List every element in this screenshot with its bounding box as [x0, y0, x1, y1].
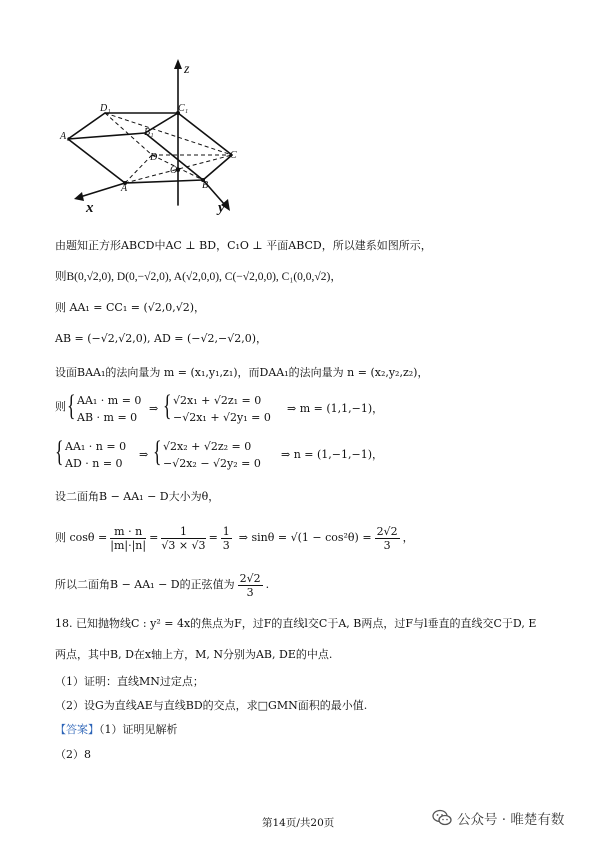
x-axis [80, 183, 128, 197]
z-arrow-icon [174, 59, 182, 69]
sys2-result: ⇒ n = (1,−1,−1)， [281, 448, 384, 461]
solution-line-5: 设面BAA₁的法向量为 m = (x₁,y₁,z₁)，而DAA₁的法向量为 n = (x₂,y₂,z₂)， [55, 366, 429, 379]
sys2-eq-c: √2x₂ + √2z₂ = 0 [163, 440, 252, 453]
watermark-text: 公众号 · 唯楚有数 [457, 812, 565, 828]
axis-label-y: y [218, 200, 225, 216]
wechat-icon [432, 809, 452, 827]
cos-equation: 则 cosθ = $\frac{m \cdot n}{|m|\cdot|n|}$ = $\frac{1}{√3 \times √3}$ = $\frac{1}{3}$ ⇒ sinθ = √(1 − cos²θ) = $\frac{2√2}{3}$ ， [55, 524, 414, 552]
vertex-label-c: C [230, 150, 237, 161]
solution-line-4: AB = (−√2,√2,0), AD = (−√2,−√2,0)， [55, 332, 268, 345]
axis-label-x: x [86, 200, 94, 216]
problem-18-line-2: 两点，其中B, D在x轴上方，M, N分别为AB, DE的中点. [55, 648, 333, 661]
answer-line-1: 【答案】（1）证明见解析 [55, 723, 178, 736]
sys1-eq-d: −√2x₁ + √2y₁ = 0 [173, 411, 271, 424]
problem-18-part-2: （2）设G为直线AE与直线BD的交点，求□GMN面积的最小值. [55, 699, 368, 712]
answer-line-2: （2）8 [55, 748, 91, 761]
solution-line-2: 则B(0,√2,0), D(0,−√2,0), A(√2,0,0), C(−√2,0,0), C₁(0,0,√2)， [55, 271, 342, 283]
answer-tag: 【答案】 [55, 723, 99, 736]
page-number: 第14页/共20页 [262, 817, 335, 829]
vertex-label-b: B [202, 180, 209, 191]
solution-line-6: 设二面角B − AA₁ − D大小为θ， [55, 490, 220, 503]
vertex-label-c1: C₁ [178, 103, 189, 114]
vertex-label-a1: A₁ [60, 131, 70, 142]
vertex-label-d: D [150, 152, 158, 163]
vertex-label-b1: B₁ [144, 127, 154, 138]
vertex-label-a: A [121, 183, 128, 194]
vertex-label-d1: D₁ [100, 103, 111, 114]
problem-18-line-1: 18. 已知抛物线C : y² = 4x的焦点为F，过F的直线l交C于A, B两点，过F与l垂直的直线交C于D, E [55, 617, 537, 630]
sys2-eq-a: AA₁ · n = 0 [65, 440, 127, 453]
solution-line-3: 则 AA₁ = CC₁ = (√2,0,√2)， [55, 301, 206, 314]
x-arrow-icon [74, 192, 84, 201]
sys1-eq-c: √2x₁ + √2z₁ = 0 [173, 394, 262, 407]
watermark [432, 808, 564, 828]
sys1-eq-a: AA₁ · m = 0 [77, 394, 142, 407]
sys2-eq-d: −√2x₂ − √2y₂ = 0 [163, 457, 261, 470]
solution-line-1: 由题知正方形ABCD中AC ⊥ BD，C₁O ⊥ 平面ABCD，所以建系如图所示， [55, 239, 432, 252]
sys1-eq-b: AB · m = 0 [77, 411, 138, 424]
problem-18-part-1: （1）证明：直线MN过定点； [55, 675, 204, 688]
sys2-eq-b: AD · n = 0 [65, 457, 123, 470]
sys1-result: ⇒ m = (1,1,−1)， [287, 402, 384, 415]
axis-label-z: z [184, 62, 190, 77]
vertex-label-o: O [170, 165, 178, 176]
conclusion: 所以二面角B − AA₁ − D的正弦值为 $\frac{2√2}{3}$ . [55, 571, 270, 599]
